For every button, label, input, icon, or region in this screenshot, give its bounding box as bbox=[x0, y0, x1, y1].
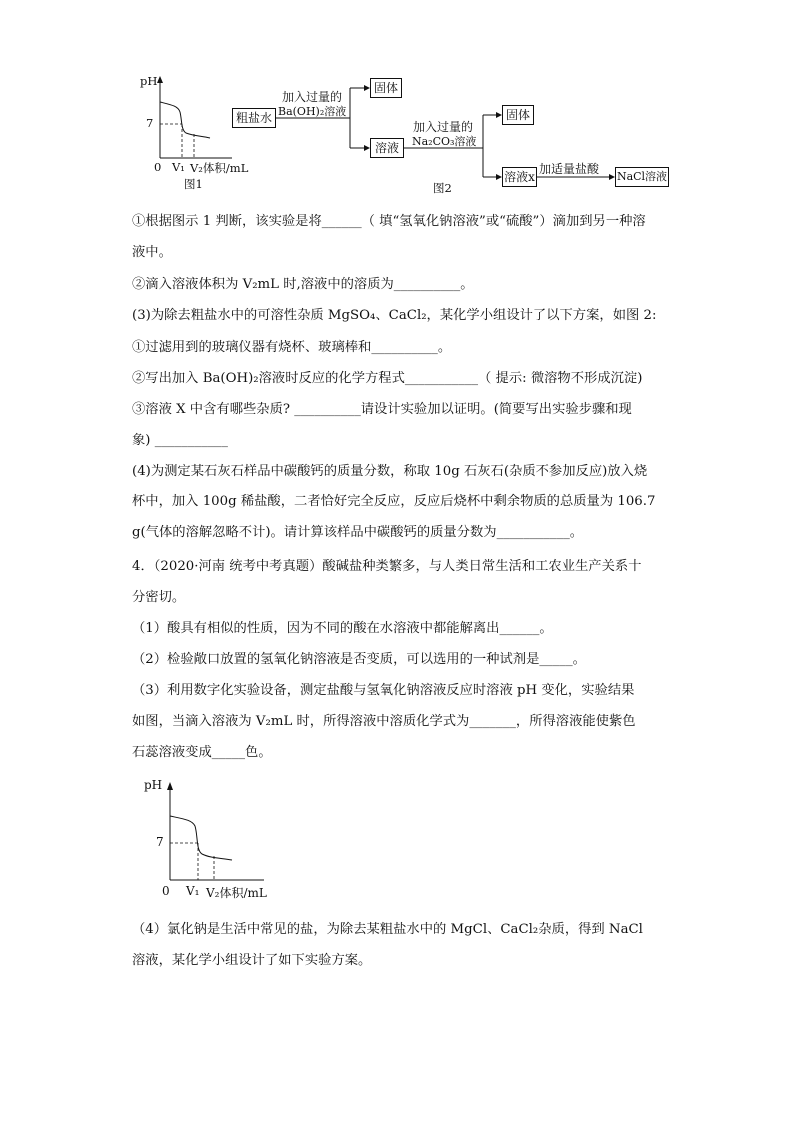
step2-label-1: 加入过量的 bbox=[413, 120, 474, 134]
text-line: 分密切。 bbox=[132, 590, 186, 605]
text-line: ②滴入溶液体积为 V₂mL 时,溶液中的溶质为__________。 bbox=[132, 277, 474, 292]
text-line: （3）利用数字化实验设备，测定盐酸与氢氧化钠溶液反应时溶液 pH 变化，实验结果 bbox=[132, 683, 635, 698]
text-line: ①根据图示 1 判断，该实验是将______（ 填“氢氧化钠溶液”或“硫酸”）滴加到另一种溶 bbox=[132, 214, 646, 229]
text-line: 石蕊溶液变成_____色。 bbox=[132, 745, 272, 760]
text-line: (3)为除去粗盐水中的可溶性杂质 MgSO₄、CaCl₂，某化学小组设计了以下方案，如图 2: bbox=[132, 308, 657, 323]
text-line: （2）检验敞口放置的氢氧化钠溶液是否变质，可以选用的一种试剂是_____。 bbox=[132, 652, 586, 667]
text-line: g(气体的溶解忽略不计)。请计算该样品中碳酸钙的质量分数为___________。 bbox=[132, 525, 584, 540]
fig1-seven-label: 7 bbox=[146, 116, 154, 130]
fig1-origin-label: 0 bbox=[154, 160, 162, 174]
text-line: ③溶液 X 中含有哪些杂质? __________请设计实验加以证明。(简要写出实验步骤和现 bbox=[132, 402, 632, 417]
text-line: （1）酸具有相似的性质，因为不同的酸在水溶液中都能解离出______。 bbox=[132, 621, 553, 636]
start-box-crude-brine: 粗盐水 bbox=[232, 108, 276, 128]
fig3-v1-label: V₁ bbox=[186, 884, 200, 898]
text-line: ①过滤用到的玻璃仪器有烧杯、玻璃棒和__________。 bbox=[132, 340, 452, 355]
fig3-origin-label: 0 bbox=[162, 884, 170, 898]
text-line: 溶液，某化学小组设计了如下实验方案。 bbox=[132, 953, 372, 968]
figure-3 bbox=[140, 776, 310, 906]
step3-label: 加适量盐酸 bbox=[539, 162, 600, 176]
step1-label-1: 加入过量的 bbox=[282, 90, 343, 104]
text-line: 液中。 bbox=[132, 245, 172, 260]
nacl-box: NaCl溶液 bbox=[615, 167, 669, 187]
fig3-seven-label: 7 bbox=[156, 835, 164, 849]
figure-2 bbox=[0, 0, 794, 200]
text-line: (4)为测定某石灰石样品中碳酸钙的质量分数，称取 10g 石灰石(杂质不参加反应)放入烧 bbox=[132, 464, 648, 479]
text-line: 如图，当滴入溶液为 V₂mL 时，所得溶液中溶质化学式为_______，所得溶液能使紫色 bbox=[132, 714, 636, 729]
text-line: ②写出加入 Ba(OH)₂溶液时反应的化学方程式___________（ 提示: 微溶物不形成沉淀) bbox=[132, 371, 643, 386]
fig1-caption: 图1 bbox=[184, 177, 203, 191]
solid-box-1: 固体 bbox=[370, 78, 402, 98]
fig1-v1-label: V₁ bbox=[172, 160, 185, 174]
fig3-y-label: pH bbox=[144, 778, 163, 792]
text-line: 杯中，加入 100g 稀盐酸，二者恰好完全反应，反应后烧杯中剩余物质的总质量为 106.7 bbox=[132, 494, 656, 509]
text-line: 4．（2020·河南 统考中考真题）酸碱盐种类繁多，与人类日常生活和工农业生产关系十 bbox=[132, 559, 642, 574]
step2-label-2: Na₂CO₃溶液 bbox=[412, 135, 477, 148]
text-line: 象) ___________ bbox=[132, 433, 228, 448]
step1-label-2: Ba(OH)₂溶液 bbox=[278, 105, 347, 118]
fig1-y-label: pH bbox=[140, 74, 158, 88]
text-line: （4）氯化钠是生活中常见的盐，为除去某粗盐水中的 MgCl、CaCl₂杂质，得到 NaCl bbox=[132, 922, 643, 937]
fig1-v2-label: V₂体积/mL bbox=[190, 161, 249, 175]
solution-x-box: 溶液x bbox=[502, 167, 537, 187]
fig2-caption: 图2 bbox=[433, 181, 452, 195]
figure-2-arrows bbox=[0, 0, 794, 200]
solid-box-2: 固体 bbox=[502, 105, 534, 125]
solution-box: 溶液 bbox=[370, 138, 404, 158]
fig3-v2-label: V₂体积/mL bbox=[206, 886, 267, 900]
